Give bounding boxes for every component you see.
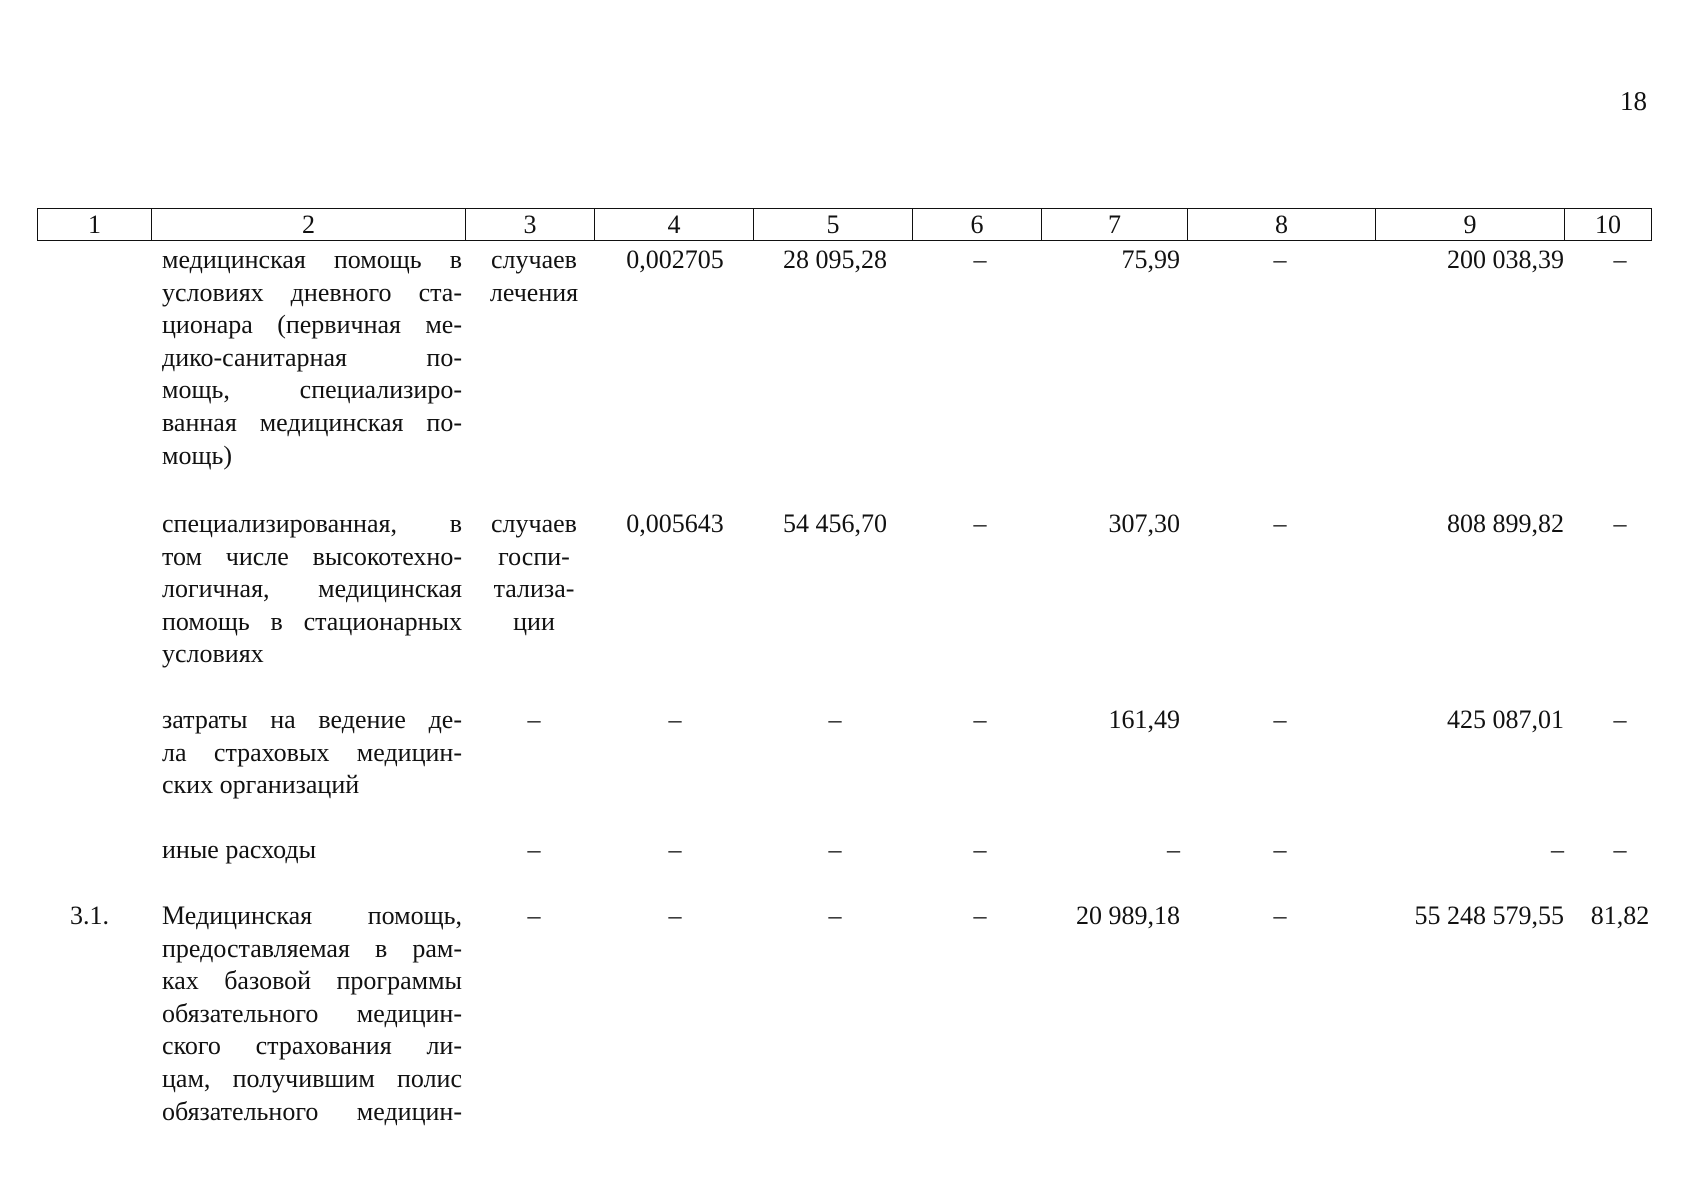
cell-col5: –	[828, 901, 842, 930]
unit-line: случаев	[491, 509, 577, 538]
column-number-row	[38, 209, 1652, 241]
description-line: ских организаций	[162, 770, 360, 800]
description-line: ванная медицинская по-	[162, 407, 462, 437]
row-unit	[480, 244, 588, 309]
description-line: том числе высокотехно-	[162, 541, 462, 571]
cell-col9: 200 038,39	[1447, 245, 1564, 274]
row-description	[162, 244, 462, 472]
cell-col9: 55 248 579,55	[1414, 901, 1564, 930]
unit-line: госпи-	[498, 541, 570, 571]
description-line: медицинская помощь в	[162, 245, 462, 274]
unit-line: –	[527, 835, 541, 864]
row-unit	[480, 704, 588, 737]
cell-col6: –	[973, 245, 987, 274]
cell-col5: 28 095,28	[783, 245, 887, 274]
cell-col6: –	[973, 835, 987, 864]
row-unit	[480, 900, 588, 933]
column-number-6: 6	[913, 209, 1042, 241]
column-number-4: 4	[595, 209, 754, 241]
description-line: обязательного медицин-	[162, 1096, 462, 1126]
description-line: специализированная, в	[162, 509, 462, 538]
row-unit	[480, 508, 588, 638]
description-line: Медицинская помощь,	[162, 901, 462, 930]
cell-col10: 81,82	[1590, 901, 1650, 930]
description-line: мощь, специализиро-	[162, 375, 462, 405]
column-number-7: 7	[1042, 209, 1188, 241]
cell-col7: 307,30	[1108, 509, 1180, 538]
description-line: цам, получившим полис	[162, 1063, 462, 1093]
column-number-header	[37, 208, 1652, 241]
unit-line: лечения	[489, 277, 579, 307]
column-number-2: 2	[152, 209, 466, 241]
column-number-5: 5	[754, 209, 913, 241]
unit-line: тализа-	[493, 574, 575, 604]
unit-line: –	[527, 705, 541, 734]
cell-col7: –	[1167, 835, 1180, 864]
cell-col9: –	[1551, 835, 1564, 864]
column-number-9: 9	[1376, 209, 1565, 241]
cell-col4: 0,005643	[626, 509, 724, 538]
cell-col8: –	[1273, 835, 1287, 864]
column-number-8: 8	[1188, 209, 1376, 241]
unit-line: случаев	[491, 245, 577, 274]
cell-col8: –	[1273, 245, 1287, 274]
row-description	[162, 900, 462, 1128]
description-line: условиях дневного ста-	[162, 277, 462, 307]
description-line: дико-санитарная по-	[162, 342, 462, 372]
description-line: ла страховых медицин-	[162, 737, 462, 767]
description-line: затраты на ведение де-	[162, 705, 462, 734]
cell-col4: –	[668, 705, 682, 734]
row-description	[162, 508, 462, 671]
description-line: предоставляемая в рам-	[162, 933, 462, 963]
cell-col8: –	[1273, 901, 1287, 930]
column-number-10: 10	[1565, 209, 1652, 241]
cell-col10: –	[1613, 835, 1627, 864]
cell-col6: –	[973, 705, 987, 734]
page-number: 18	[1620, 86, 1647, 116]
unit-line: –	[527, 901, 541, 930]
cell-col9: 425 087,01	[1447, 705, 1564, 734]
cell-col4: 0,002705	[626, 245, 724, 274]
cell-col8: –	[1273, 705, 1287, 734]
cell-col7: 75,99	[1121, 245, 1180, 274]
cell-col5: 54 456,70	[783, 509, 887, 538]
cell-col5: –	[828, 705, 842, 734]
row-description	[162, 834, 462, 867]
description-line: ционара (первичная ме-	[162, 310, 462, 340]
row-unit	[480, 834, 588, 867]
cell-col10: –	[1613, 509, 1627, 538]
row-description	[162, 704, 462, 802]
description-line: помощь в стационарных	[162, 606, 462, 636]
column-number-3: 3	[466, 209, 595, 241]
cell-col6: –	[973, 509, 987, 538]
description-line: условиях	[162, 639, 264, 669]
description-line: иные расходы	[162, 835, 317, 864]
description-line: логичная, медицинская	[162, 574, 462, 604]
cell-col4: –	[668, 901, 682, 930]
cell-col10: –	[1613, 245, 1627, 274]
cell-col6: –	[973, 901, 987, 930]
cell-col7: 161,49	[1108, 705, 1180, 734]
cell-col8: –	[1273, 509, 1287, 538]
unit-line: ции	[513, 606, 555, 636]
description-line: обязательного медицин-	[162, 998, 462, 1028]
cell-col9: 808 899,82	[1447, 509, 1564, 538]
description-line: ках базовой программы	[162, 966, 462, 996]
cell-col5: –	[828, 835, 842, 864]
description-line: мощь)	[162, 440, 232, 470]
row-number: 3.1.	[70, 901, 109, 930]
column-number-1: 1	[38, 209, 152, 241]
cell-col4: –	[668, 835, 682, 864]
cell-col10: –	[1613, 705, 1627, 734]
cell-col7: 20 989,18	[1076, 901, 1180, 930]
description-line: ского страхования ли-	[162, 1031, 462, 1061]
